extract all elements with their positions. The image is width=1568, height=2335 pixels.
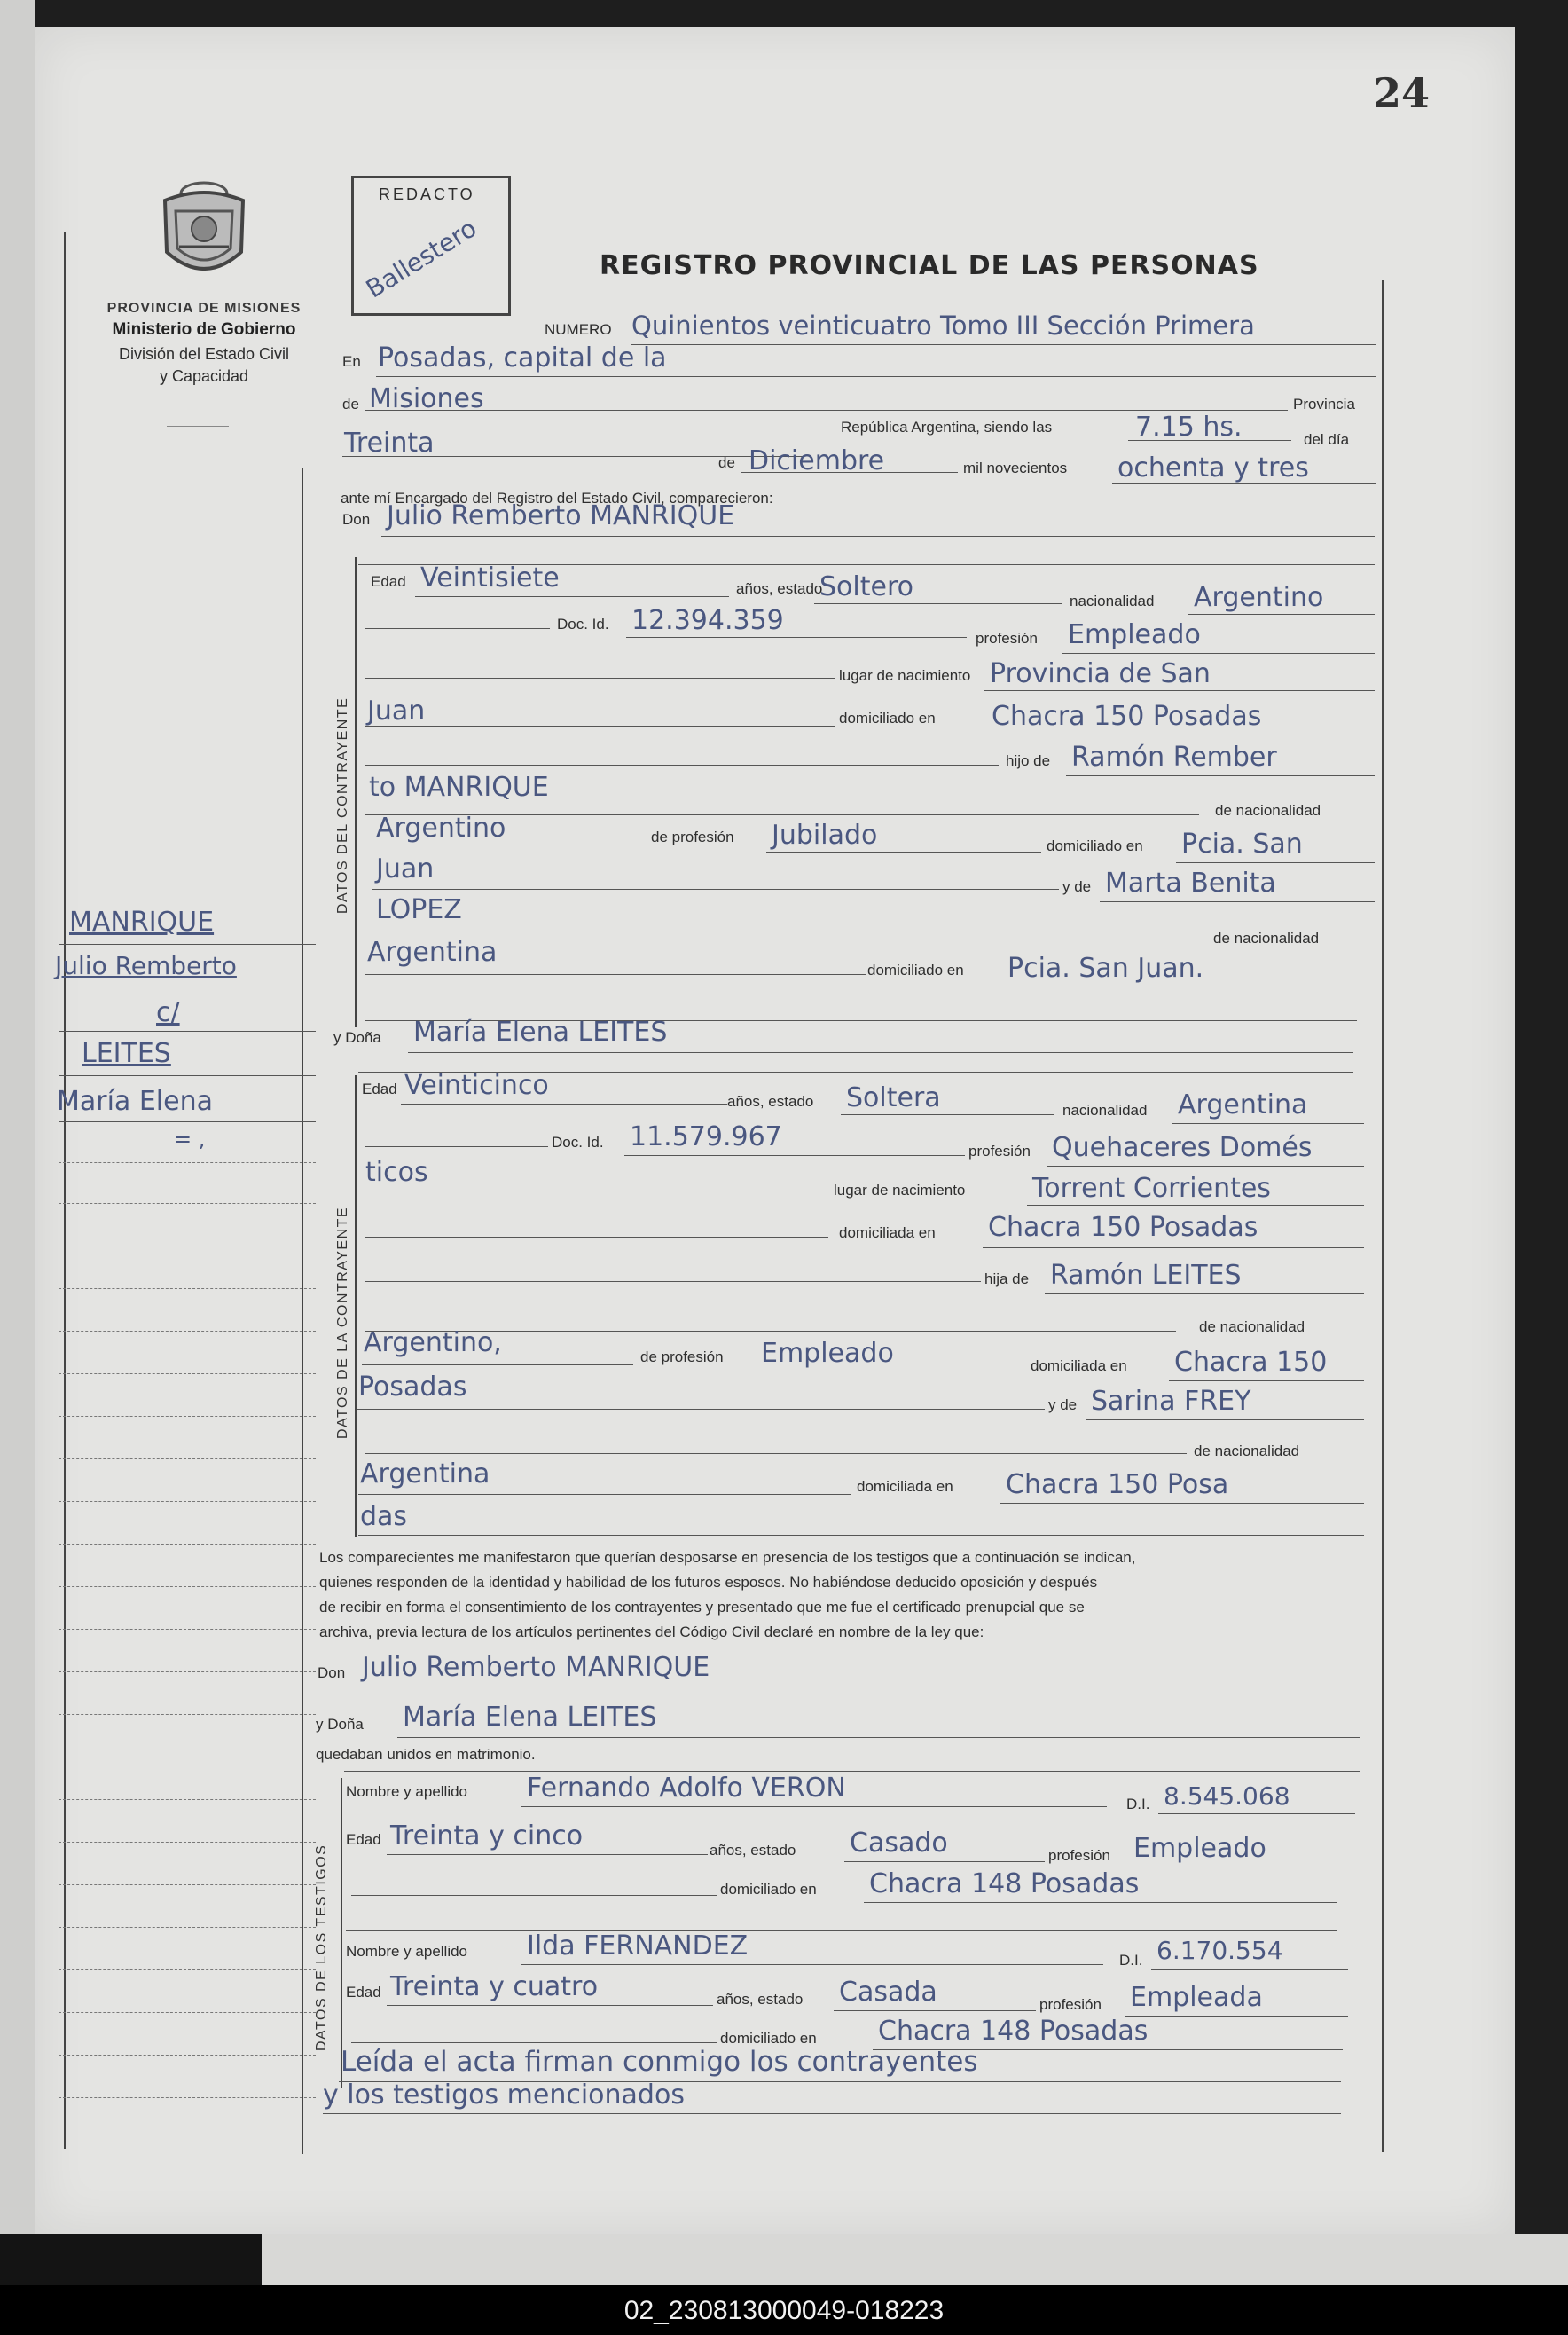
en-label: En xyxy=(342,353,361,370)
document-title: REGISTRO PROVINCIAL DE LAS PERSONAS xyxy=(600,250,1259,281)
contrayenta-doc: 11.579.967 xyxy=(630,1121,782,1152)
nacionalidad-label: nacionalidad xyxy=(1070,593,1155,609)
testigo-1-di: 8.545.068 xyxy=(1164,1781,1290,1811)
margin-ruling xyxy=(59,1416,316,1417)
field-line xyxy=(1169,1380,1364,1381)
field-line xyxy=(1066,775,1375,776)
contrayenta-nacionalidad: Argentina xyxy=(1178,1089,1308,1120)
testigo-2-nombre-label: Nombre y apellido xyxy=(346,1943,468,1960)
contrayenta-lugar: Torrent Corrientes xyxy=(1032,1173,1271,1204)
padre-name-2: to MANRIQUE xyxy=(369,772,549,803)
provincia-line xyxy=(365,410,1288,411)
contrayenta-madre-domicilio-1: Chacra 150 Posa xyxy=(1006,1469,1229,1500)
margin-ruling xyxy=(59,1969,316,1970)
margin-ruling xyxy=(59,1671,316,1672)
contrayenta-padre-profesion: Empleado xyxy=(761,1338,894,1369)
header-division-2: y Capacidad xyxy=(159,367,249,385)
margin-underline-1 xyxy=(59,944,316,945)
field-line xyxy=(357,1409,1045,1410)
side-label-testigos: DATOS DE LOS TESTIGOS xyxy=(314,1844,329,2051)
field-line xyxy=(372,889,1059,890)
declaracion-line-1: Los comparecientes me manifestaron que querían desposarse en presencia de los testigos que a continuación se indican, xyxy=(319,1549,1136,1566)
margin-ruling xyxy=(59,2012,316,2013)
madre-dom-label: domiciliado en xyxy=(867,962,964,979)
margin-ruling xyxy=(59,2097,316,2098)
form-right-line xyxy=(1382,280,1384,2152)
contrayenta-domicilio: Chacra 150 Posadas xyxy=(988,1212,1258,1243)
margin-ruling xyxy=(59,2055,316,2056)
contrayenta-padre-domicilio-2: Posadas xyxy=(358,1372,467,1403)
field-line xyxy=(323,2113,1341,2114)
profesion-label-2: profesión xyxy=(968,1143,1031,1160)
padre-nacionalidad: Argentino xyxy=(376,813,506,844)
testigo-2-profesion: Empleada xyxy=(1130,1982,1263,2013)
field-line xyxy=(401,1104,727,1105)
padre-domicilio-2: Juan xyxy=(376,853,435,884)
field-line xyxy=(365,628,550,629)
margin-underline-3 xyxy=(59,1031,316,1032)
margin-ruling xyxy=(59,1544,316,1545)
hijo-de-label: hijo de xyxy=(1006,752,1051,769)
cierre-line-1: Leída el acta firman conmigo los contrayentes xyxy=(341,2046,978,2078)
contrayenta-estado: Soltera xyxy=(846,1082,941,1113)
contrayente-nacionalidad: Argentino xyxy=(1194,582,1324,613)
numero-value: Quinientos veinticuatro Tomo III Sección Primera xyxy=(631,311,1255,341)
contrayenta-padre: Ramón LEITES xyxy=(1050,1260,1242,1291)
field-line xyxy=(365,678,835,679)
declaracion-line-2: quienes responden de la identidad y habilidad de los futuros esposos. No habiéndose deducido oposición y después xyxy=(319,1574,1098,1591)
declaracion-line-3: de recibir en forma el consentimiento de los contrayentes y presentado que me fue el certificado prenupcial que se xyxy=(319,1599,1085,1616)
margin-ruling xyxy=(59,1714,316,1715)
madre-nac-label-2: de nacionalidad xyxy=(1194,1443,1300,1459)
field-line xyxy=(844,1861,1045,1862)
testigo-1-domicilio: Chacra 148 Posadas xyxy=(869,1868,1140,1899)
field-line xyxy=(814,603,1062,604)
field-line xyxy=(1045,1293,1364,1294)
contrayenta-padre-nacionalidad: Argentino, xyxy=(364,1327,502,1358)
en-line xyxy=(376,376,1376,377)
field-line xyxy=(1172,1123,1364,1124)
contrayente-estado: Soltero xyxy=(819,571,913,602)
margin-ruling xyxy=(59,1927,316,1928)
testigo-2-edad: Treinta y cuatro xyxy=(390,1971,599,2002)
contrayente-name-line xyxy=(381,536,1375,537)
field-line xyxy=(351,2042,717,2043)
field-line xyxy=(365,1146,548,1147)
padre-dom-label: domiciliado en xyxy=(1047,837,1143,854)
testigo-2-dom-label: domiciliado en xyxy=(720,2030,817,2047)
field-line xyxy=(624,1155,965,1156)
page-number: 24 xyxy=(1373,69,1431,117)
margin-mark: = , xyxy=(174,1127,206,1152)
en-value: Posadas, capital de la xyxy=(378,342,667,373)
margin-ruling xyxy=(59,1288,316,1289)
field-line xyxy=(1125,2016,1348,2017)
del-dia-label: del día xyxy=(1304,431,1350,448)
doc-label: Doc. Id. xyxy=(557,616,609,633)
contrayente-name: Julio Remberto MANRIQUE xyxy=(387,500,735,531)
padre-prof-label: de profesión xyxy=(651,829,734,845)
madre-name-1: Marta Benita xyxy=(1105,868,1276,899)
contrayenta-profesion-1: Quehaceres Domés xyxy=(1052,1132,1313,1163)
edad-label-2: Edad xyxy=(362,1081,397,1097)
testigo-2-nombre: Ilda FERNANDEZ xyxy=(527,1930,749,1962)
redacto-stamp xyxy=(351,176,511,316)
lugar-label-2: lugar de nacimiento xyxy=(834,1182,966,1199)
lugar-label: lugar de nacimiento xyxy=(839,667,971,684)
hija-de-label: hija de xyxy=(984,1270,1030,1287)
margin-ruling xyxy=(59,1842,316,1843)
contrayenta-profesion-2: ticos xyxy=(365,1157,428,1188)
field-line xyxy=(834,2010,1036,2011)
testigo-2-anos-estado: años, estado xyxy=(717,1991,804,2008)
testigo-1-edad: Treinta y cinco xyxy=(390,1820,584,1851)
cierre-line-2: y los testigos mencionados xyxy=(323,2079,685,2111)
testigo-2-di: 6.170.554 xyxy=(1156,1936,1283,1965)
field-line xyxy=(365,1453,1187,1454)
padre-profesion: Jubilado xyxy=(772,820,878,851)
margin-ruling xyxy=(59,1586,316,1587)
field-line xyxy=(521,1806,1107,1807)
testigo-1-profesion: Empleado xyxy=(1133,1833,1266,1864)
field-line xyxy=(766,852,1041,853)
field-line xyxy=(365,1281,981,1282)
side-label-contrayenta: DATOS DE LA CONTRAYENTE xyxy=(335,1206,350,1439)
testigo-1-prof-label: profesión xyxy=(1048,1847,1110,1864)
field-line xyxy=(1158,1813,1355,1814)
de-mes-label: de xyxy=(718,454,735,471)
testigos-divider xyxy=(346,1930,1337,1931)
margin-surname-1: MANRIQUE xyxy=(69,907,215,938)
field-line xyxy=(365,765,999,766)
nacionalidad-label-2: nacionalidad xyxy=(1062,1102,1148,1119)
contrayente-doc: 12.394.359 xyxy=(631,605,784,636)
testigo-2-edad-label: Edad xyxy=(346,1984,381,2001)
margin-line xyxy=(64,232,66,2149)
margin-surname-2: LEITES xyxy=(82,1038,171,1069)
field-line xyxy=(397,1737,1360,1738)
provincia-value: Misiones xyxy=(369,383,484,414)
field-line xyxy=(1151,1969,1348,1970)
doc-label-2: Doc. Id. xyxy=(552,1134,604,1151)
contrayenta-edad: Veinticinco xyxy=(404,1070,549,1101)
testigo-1-nombre: Fernando Adolfo VERON xyxy=(527,1773,846,1804)
margin-ruling xyxy=(59,1162,316,1163)
margin-ruling xyxy=(59,1373,316,1374)
field-line xyxy=(1000,1503,1364,1504)
stamp-label: REDACTO xyxy=(379,185,475,203)
contrayente-lugar-1: Provincia de San xyxy=(990,658,1211,689)
padre-dom-label-2: domiciliada en xyxy=(1031,1357,1127,1374)
field-line xyxy=(387,1854,708,1855)
padre-prof-label-2: de profesión xyxy=(640,1348,724,1365)
field-line xyxy=(387,2005,713,2006)
field-line xyxy=(841,1114,1054,1115)
testigo-1-dom-label: domiciliado en xyxy=(720,1881,817,1898)
testigo-1-estado: Casado xyxy=(850,1828,948,1859)
madre-nac-label: de nacionalidad xyxy=(1213,930,1320,947)
hora-line xyxy=(1128,440,1291,441)
testigo-1-edad-label: Edad xyxy=(346,1831,381,1848)
contrayenta-madre-domicilio-2: das xyxy=(360,1501,408,1532)
page-edge xyxy=(0,0,35,2289)
field-line xyxy=(1100,901,1375,902)
dona-label: y Doña xyxy=(333,1029,381,1046)
anos-estado-label: años, estado xyxy=(736,580,823,597)
field-line xyxy=(351,1895,717,1896)
madre-nacionalidad: Argentina xyxy=(367,937,498,968)
field-line xyxy=(358,1535,1364,1536)
numero-label: NUMERO xyxy=(545,321,612,338)
margin-name-1: Julio Remberto xyxy=(55,951,237,980)
margin-underline-4 xyxy=(59,1075,316,1076)
contrayente-lugar-2: Juan xyxy=(367,696,426,727)
margin-ruling xyxy=(59,1799,316,1800)
testigos-top-rule xyxy=(344,1771,1360,1772)
testigo-2-prof-label: profesión xyxy=(1039,1996,1102,2013)
profesion-label: profesión xyxy=(976,630,1038,647)
domicilio-label: domiciliado en xyxy=(839,710,936,727)
contrayenta-madre-nacionalidad: Argentina xyxy=(360,1458,490,1490)
republica-label: República Argentina, siendo las xyxy=(841,419,1053,436)
declaracion-don: Julio Remberto MANRIQUE xyxy=(362,1652,710,1683)
testigo-2-di-label: D.I. xyxy=(1119,1952,1143,1969)
testigos-box-line xyxy=(341,1778,342,2088)
madre-name-2: LOPEZ xyxy=(376,894,462,925)
testigo-1-anos-estado: años, estado xyxy=(710,1842,796,1859)
field-line xyxy=(365,974,866,975)
stamp-signature: Ballestero xyxy=(360,213,482,304)
y-de-label: y de xyxy=(1062,878,1092,895)
margin-ruling xyxy=(59,1884,316,1885)
margin-name-2: María Elena xyxy=(57,1086,214,1117)
testigo-1-nombre-label: Nombre y apellido xyxy=(346,1783,468,1800)
dia-value: Treinta xyxy=(344,428,435,459)
testigo-1-di-label: D.I. xyxy=(1126,1796,1150,1812)
edad-label: Edad xyxy=(371,573,406,590)
contrayenta-name: María Elena LEITES xyxy=(413,1017,668,1048)
contrayenta-box-line xyxy=(355,1075,357,1537)
margin-ruling xyxy=(59,1331,316,1332)
margin-ruling xyxy=(59,1629,316,1630)
field-line xyxy=(415,596,729,597)
field-line xyxy=(626,637,967,638)
field-line xyxy=(362,1364,633,1365)
margin-connector: c/ xyxy=(156,997,180,1028)
field-line xyxy=(365,726,835,727)
field-line xyxy=(1176,862,1375,863)
footer-image-id: 02_230813000049-018223 xyxy=(623,2296,945,2325)
contrayente-profesion: Empleado xyxy=(1068,619,1201,650)
field-line xyxy=(1047,1166,1364,1167)
margin-ruling xyxy=(59,1203,316,1204)
hora-value: 7.15 hs. xyxy=(1135,412,1243,443)
anos-estado-label-2: años, estado xyxy=(727,1093,814,1110)
anio-line xyxy=(1112,483,1376,484)
testigo-2-domicilio: Chacra 148 Posadas xyxy=(878,2016,1149,2047)
field-line xyxy=(365,1237,828,1238)
margin-ruling xyxy=(59,1458,316,1459)
mes-value: Diciembre xyxy=(749,445,885,476)
header-rule xyxy=(167,426,229,427)
field-line xyxy=(983,1247,1364,1248)
declaracion-dona-label: y Doña xyxy=(316,1716,364,1733)
declaracion-don-label: Don xyxy=(318,1664,346,1681)
domicilio-label-2: domiciliada en xyxy=(839,1224,936,1241)
margin-underline-5 xyxy=(59,1121,316,1122)
contrayenta-padre-domicilio-1: Chacra 150 xyxy=(1174,1347,1328,1378)
padre-name-1: Ramón Rember xyxy=(1071,742,1277,773)
field-line xyxy=(1188,614,1375,615)
padre-domicilio-1: Pcia. San xyxy=(1181,829,1303,860)
declaracion-line-4: archiva, previa lectura de los artículos pertinentes del Código Civil declaré en nombre de la ley que: xyxy=(319,1623,984,1640)
book-bottom-shadow xyxy=(0,2234,262,2285)
provincia-label: Provincia xyxy=(1293,396,1355,413)
ante-text: ante mí Encargado del Registro del Estado Civil, comparecieron: xyxy=(341,490,773,507)
field-line xyxy=(1062,653,1375,654)
field-line xyxy=(984,690,1375,691)
contrayente-domicilio: Chacra 150 Posadas xyxy=(992,701,1262,732)
padre-nac-label-2: de nacionalidad xyxy=(1199,1318,1305,1335)
margin-ruling xyxy=(59,1501,316,1502)
contrayente-box-line xyxy=(355,557,357,1027)
header-division-1: División del Estado Civil xyxy=(118,345,290,363)
field-line xyxy=(864,1902,1337,1903)
padre-nac-label: de nacionalidad xyxy=(1215,802,1321,819)
anio-value: ochenta y tres xyxy=(1117,452,1309,484)
don-label: Don xyxy=(342,511,371,528)
mes-line xyxy=(741,472,958,473)
field-line xyxy=(1027,1205,1364,1206)
form-left-line xyxy=(302,468,303,2154)
y-de-label-2: y de xyxy=(1048,1396,1078,1413)
madre-dom-label-2: domiciliada en xyxy=(857,1478,953,1495)
field-line xyxy=(1086,1419,1364,1420)
mil-novecientos-label: mil novecientos xyxy=(963,460,1068,476)
contrayenta-madre: Sarina FREY xyxy=(1091,1386,1251,1417)
header-ministry: Ministerio de Gobierno xyxy=(112,320,296,339)
declaracion-dona: María Elena LEITES xyxy=(403,1702,657,1733)
field-line xyxy=(408,1052,1353,1053)
madre-domicilio: Pcia. San Juan. xyxy=(1007,953,1204,984)
side-label-contrayente: DATOS DEL CONTRAYENTE xyxy=(335,696,350,914)
provincial-seal-icon xyxy=(153,176,255,289)
field-line xyxy=(358,1494,851,1495)
numero-line xyxy=(631,344,1376,345)
field-line xyxy=(521,1964,1103,1965)
testigo-2-estado: Casada xyxy=(839,1977,937,2008)
contrayente-edad: Veintisiete xyxy=(420,562,560,594)
quedaban-text: quedaban unidos en matrimonio. xyxy=(316,1746,536,1763)
de-label: de xyxy=(342,396,359,413)
header-province: PROVINCIA DE MISIONES xyxy=(106,301,302,316)
